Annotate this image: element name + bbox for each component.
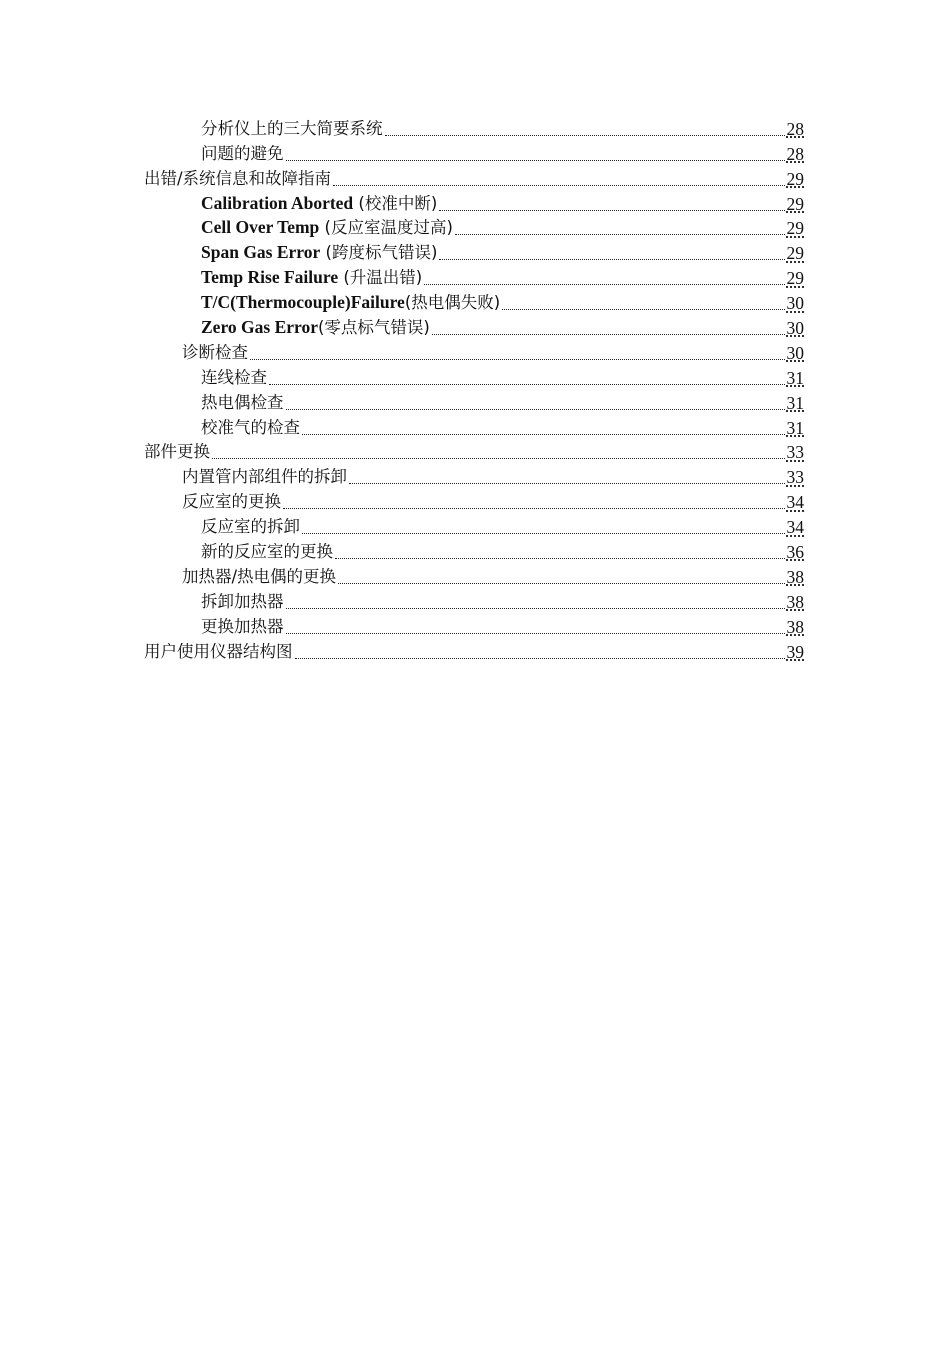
dot-leader <box>432 334 785 335</box>
toc-entry[interactable] <box>0 214 950 239</box>
dot-leader <box>302 434 785 435</box>
toc-entry-title-text: 出错/系统信息和故障指南 <box>144 168 332 188</box>
dot-leader <box>502 309 784 310</box>
toc-entry-title <box>182 492 281 512</box>
toc-entry[interactable] <box>0 164 950 189</box>
toc-entry-line <box>201 617 950 637</box>
toc-entry-title-text: 校准气的检查 <box>201 417 300 437</box>
toc-entry-title-en: Calibration Aborted <box>201 192 354 213</box>
toc-page-number[interactable]: 31 <box>786 417 804 438</box>
toc-entry-line <box>144 642 950 662</box>
toc-entry-title <box>201 317 430 338</box>
toc-entry[interactable] <box>0 238 950 263</box>
dot-leader <box>349 483 785 484</box>
dot-leader <box>295 658 785 659</box>
dot-leader <box>385 135 785 136</box>
toc-entry-title-text: 内置管内部组件的拆卸 <box>182 467 347 487</box>
toc-page-number[interactable]: 30 <box>786 293 804 314</box>
dot-leader <box>439 210 784 211</box>
toc-entry-title-en: T/C(Thermocouple)Failure <box>201 292 405 313</box>
toc-page-number[interactable]: 31 <box>786 367 804 388</box>
toc-entry-title <box>201 617 284 637</box>
toc-entry[interactable] <box>0 587 950 612</box>
toc-entry-title-text: 部件更换 <box>144 442 210 462</box>
toc-entry-title <box>182 343 248 363</box>
toc-page-number[interactable]: 38 <box>786 616 804 637</box>
toc-entry[interactable] <box>0 462 950 487</box>
toc-entry-title-en: Zero Gas Error <box>201 317 318 338</box>
dot-leader <box>439 259 784 260</box>
toc-entry-title-en: Cell Over Temp <box>201 217 320 238</box>
toc-entry-title-text: 拆卸加热器 <box>201 591 284 611</box>
table-of-contents <box>0 114 950 662</box>
dot-leader <box>335 558 785 559</box>
toc-entry[interactable] <box>0 189 950 214</box>
toc-page-number[interactable]: 38 <box>786 591 804 612</box>
toc-entry-title <box>182 467 347 487</box>
toc-entry-title-text: (校准中断) <box>353 193 438 213</box>
toc-entry-line <box>201 393 950 413</box>
dot-leader <box>212 458 785 459</box>
toc-page-number[interactable]: 31 <box>786 392 804 413</box>
toc-entry[interactable] <box>0 612 950 637</box>
toc-entry-title <box>201 418 300 438</box>
toc-entry-title <box>144 642 293 662</box>
toc-page-number[interactable]: 36 <box>786 542 804 563</box>
toc-entry-title-text: (反应室温度过高) <box>319 218 453 238</box>
toc-entry-title-text: (热电偶失败) <box>404 293 501 313</box>
toc-page-number[interactable]: 34 <box>786 492 804 513</box>
toc-entry-line <box>182 343 950 363</box>
toc-entry-title-text: 问题的避免 <box>201 143 284 163</box>
toc-page-number[interactable]: 33 <box>786 467 804 488</box>
toc-page-number[interactable]: 39 <box>786 641 804 662</box>
toc-page-number[interactable]: 30 <box>786 342 804 363</box>
toc-page-number[interactable]: 29 <box>786 243 804 264</box>
toc-page-number[interactable]: 28 <box>786 118 804 139</box>
toc-entry[interactable] <box>0 114 950 139</box>
dot-leader <box>424 284 784 285</box>
toc-entry-title <box>201 542 333 562</box>
toc-page-number[interactable]: 33 <box>786 442 804 463</box>
dot-leader <box>269 384 785 385</box>
toc-entry[interactable] <box>0 338 950 363</box>
toc-entry-line <box>201 144 950 164</box>
toc-entry-title-text: 反应室的更换 <box>182 492 281 512</box>
toc-entry[interactable] <box>0 562 950 587</box>
toc-entry-title-en: Temp Rise Failure <box>201 267 339 288</box>
toc-entry[interactable] <box>0 438 950 463</box>
toc-entry[interactable] <box>0 413 950 438</box>
toc-entry-title <box>201 193 437 214</box>
toc-entry-title-text: (零点标气错误) <box>317 318 430 338</box>
dot-leader <box>302 533 785 534</box>
toc-entry-line <box>201 242 950 263</box>
toc-entry-line <box>201 119 950 139</box>
toc-entry-line <box>201 317 950 338</box>
toc-page-number[interactable]: 29 <box>786 193 804 214</box>
toc-entry-title <box>201 267 422 288</box>
toc-entry[interactable] <box>0 637 950 662</box>
toc-entry-title <box>201 119 383 139</box>
toc-entry-title <box>201 144 284 164</box>
toc-entry-title <box>201 242 437 263</box>
toc-entry[interactable] <box>0 512 950 537</box>
toc-page-number[interactable]: 38 <box>786 566 804 587</box>
toc-entry-line <box>182 467 950 487</box>
toc-entry-line <box>201 592 950 612</box>
toc-entry-line <box>201 368 950 388</box>
toc-entry-title <box>201 393 284 413</box>
toc-page-number[interactable]: 29 <box>786 218 804 239</box>
toc-entry-title-text: (跨度标气错误) <box>320 243 438 263</box>
toc-entry-title-text: 新的反应室的更换 <box>201 542 333 562</box>
toc-entry-title <box>201 217 453 238</box>
toc-entry-title-text: 连线检查 <box>201 367 267 387</box>
dot-leader <box>283 508 785 509</box>
toc-entry-title-text: 热电偶检查 <box>201 392 284 412</box>
toc-entry-line <box>201 418 950 438</box>
toc-entry-title-text: 更换加热器 <box>201 616 284 636</box>
toc-page-number[interactable]: 29 <box>786 268 804 289</box>
toc-page-number[interactable]: 30 <box>786 318 804 339</box>
toc-entry[interactable] <box>0 537 950 562</box>
toc-entry-line <box>201 517 950 537</box>
toc-entry-title-en: Span Gas Error <box>201 242 321 263</box>
dot-leader <box>250 359 785 360</box>
toc-page-number[interactable]: 34 <box>786 517 804 538</box>
toc-entry-line <box>182 492 950 512</box>
toc-entry-line <box>201 292 950 313</box>
toc-entry-title-text: 诊断检查 <box>182 342 248 362</box>
toc-page-number[interactable]: 28 <box>786 143 804 164</box>
toc-entry-title <box>201 517 300 537</box>
dot-leader <box>455 234 785 235</box>
toc-entry[interactable] <box>0 313 950 338</box>
toc-entry-line <box>201 193 950 214</box>
toc-entry-line <box>144 169 950 189</box>
dot-leader <box>333 185 784 186</box>
toc-entry-title-text: 用户使用仪器结构图 <box>144 641 293 661</box>
toc-entry-title-text: 反应室的拆卸 <box>201 517 300 537</box>
toc-entry-title-text: 分析仪上的三大简要系统 <box>201 118 383 138</box>
toc-entry-line <box>201 217 950 238</box>
toc-entry[interactable] <box>0 263 950 288</box>
dot-leader <box>286 633 785 634</box>
dot-leader <box>286 608 785 609</box>
toc-entry-line <box>182 567 950 587</box>
toc-entry-line <box>144 442 950 462</box>
toc-entry-title <box>144 169 331 189</box>
toc-entry-title <box>144 442 210 462</box>
toc-entry[interactable] <box>0 139 950 164</box>
toc-page-number[interactable]: 29 <box>786 168 804 189</box>
toc-entry[interactable] <box>0 363 950 388</box>
toc-entry-title <box>201 368 267 388</box>
dot-leader <box>286 409 785 410</box>
toc-entry-title-text: (升温出错) <box>338 268 423 288</box>
toc-entry-title <box>201 292 500 313</box>
toc-entry-line <box>201 267 950 288</box>
toc-entry-title-text: 加热器/热电偶的更换 <box>182 566 337 586</box>
toc-entry[interactable] <box>0 487 950 512</box>
toc-entry[interactable] <box>0 288 950 313</box>
dot-leader <box>338 583 784 584</box>
toc-entry-line <box>201 542 950 562</box>
dot-leader <box>286 160 785 161</box>
toc-entry-title <box>182 567 336 587</box>
toc-entry-title <box>201 592 284 612</box>
toc-entry[interactable] <box>0 388 950 413</box>
